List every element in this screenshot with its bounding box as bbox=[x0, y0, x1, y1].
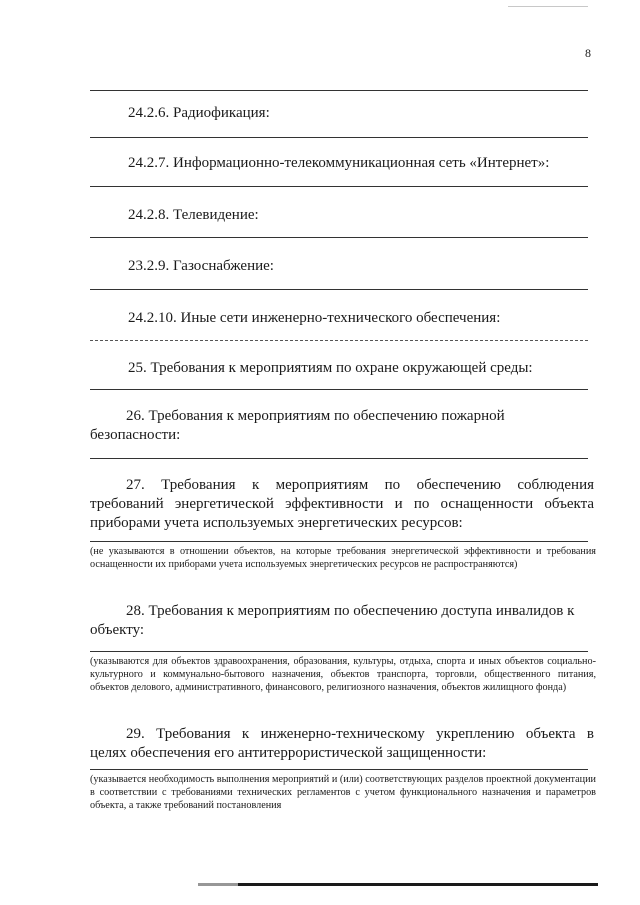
section-26-line-1: 26. Требования к мероприятиям по обеспечению пожарной bbox=[126, 408, 505, 424]
section-29-line-2: целях обеспечения его антитеррористической защищенности: bbox=[90, 745, 487, 761]
section-27-note: (не указываются в отношении объектов, на которые требования энергетической эффективности и требования оснащенности их приборами учета используемых энергетических ресурсов не распространяются) bbox=[90, 546, 596, 570]
fill-line bbox=[90, 458, 588, 459]
section-27-line-2: требований энергетической эффективности и по оснащенности объекта bbox=[90, 496, 594, 512]
fill-line bbox=[90, 90, 588, 91]
fill-line bbox=[90, 389, 588, 390]
section-29-line-1: 29. Требования к инженерно-техническому укреплению объекта в bbox=[126, 726, 594, 742]
fill-line bbox=[90, 651, 588, 652]
section-25-environment: 25. Требования к мероприятиям по охране окружающей среды: bbox=[128, 360, 533, 376]
section-27-energy-efficiency bbox=[90, 476, 594, 533]
section-24-2-6-radio: 24.2.6. Радиофикация: bbox=[128, 105, 270, 121]
section-24-2-10-other-networks: 24.2.10. Иные сети инженерно-технического обеспечения: bbox=[128, 310, 501, 326]
fill-line bbox=[90, 186, 588, 187]
section-24-2-8-tv: 24.2.8. Телевидение: bbox=[128, 207, 259, 223]
fill-line bbox=[90, 289, 588, 290]
section-28-note: (указываются для объектов здравоохранения, образования, культуры, отдыха, спорта и иных объектов социально-культурного и коммунально-бытового назначения, объектов транспорта, торговли, общественного питания, объектов делового, административного, финансового, религиозного назначения, объектов жилищного фонда) bbox=[90, 656, 596, 693]
section-26-line-2: безопасности: bbox=[90, 427, 181, 443]
section-27-line-3: приборами учета используемых энергетических ресурсов: bbox=[90, 515, 463, 531]
top-edge-mark bbox=[508, 6, 588, 7]
section-27-line-1: 27. Требования к мероприятиям по обеспечению соблюдения bbox=[126, 477, 594, 493]
fill-line bbox=[90, 237, 588, 238]
section-23-2-9-gas: 23.2.9. Газоснабжение: bbox=[128, 258, 274, 274]
page-number: 8 bbox=[585, 46, 591, 60]
fill-line bbox=[90, 769, 588, 770]
fill-line bbox=[90, 541, 588, 542]
section-28-line-2: объекту: bbox=[90, 622, 145, 638]
section-24-2-7-internet: 24.2.7. Информационно-телекоммуникационная сеть «Интернет»: bbox=[128, 155, 550, 171]
section-29-note: (указывается необходимость выполнения мероприятий и (или) соответствующих разделов проектной документации в соответствии с требованиями технических регламентов с учетом функционального назначения и параметров объекта, а также требований постановления bbox=[90, 774, 596, 811]
section-26-fire-safety bbox=[90, 407, 594, 445]
section-29-antiterrorism bbox=[90, 725, 594, 763]
bottom-scan-bar bbox=[198, 883, 598, 886]
bottom-scan-bar-fade bbox=[198, 882, 238, 886]
fill-line bbox=[90, 340, 588, 342]
section-28-accessibility bbox=[90, 602, 594, 640]
fill-line bbox=[90, 137, 588, 138]
section-28-line-1: 28. Требования к мероприятиям по обеспечению доступа инвалидов к bbox=[126, 603, 575, 619]
